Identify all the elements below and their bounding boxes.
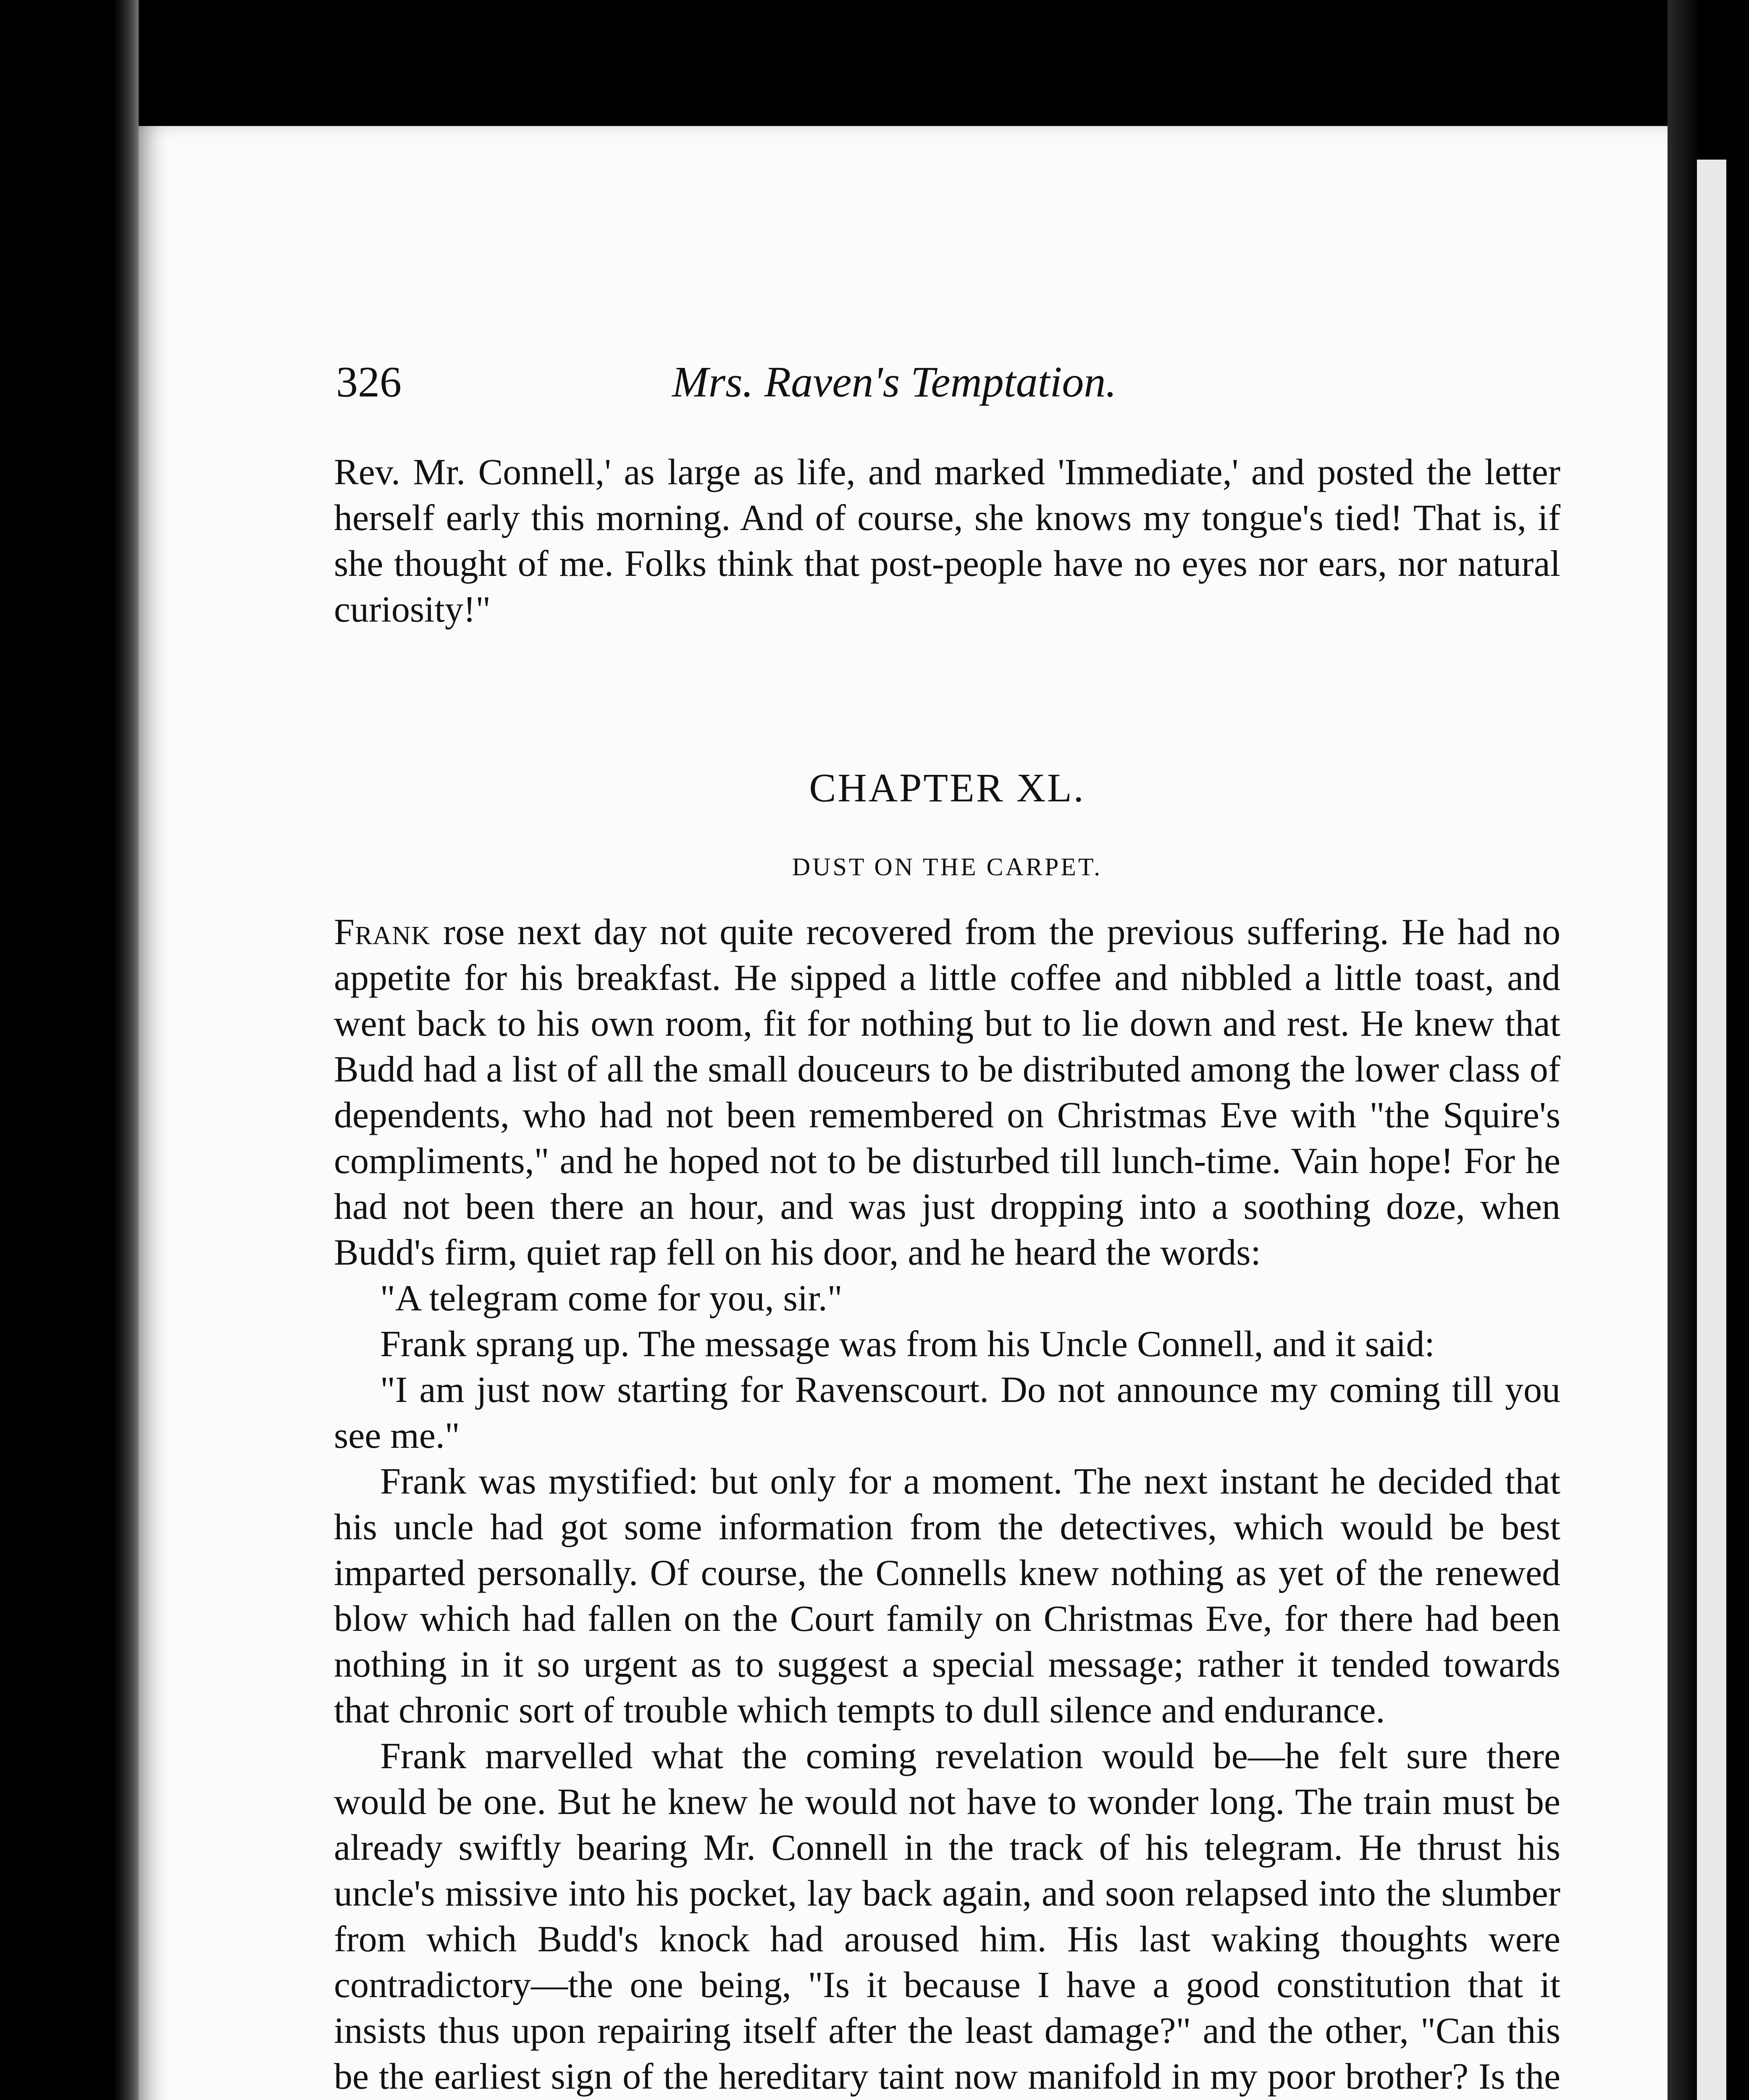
opening-text xyxy=(334,449,1560,633)
chapter-title: CHAPTER XL. xyxy=(809,765,1085,810)
book-spine-left xyxy=(0,0,139,2100)
paragraph-frank-sprang: Frank sprang up. The message was from his Uncle Connell, and it said: xyxy=(380,1324,1435,1365)
opening-paragraph: Rev. Mr. Connell,' as large as life, and marked 'Immediate,' and posted the letter herself early this morning. And of course, she knows my tongue's tied! That is, if she thought of me. Folks think that post-people have no eyes nor ears, nor natural curiosity!" xyxy=(334,452,1560,630)
page-header xyxy=(336,357,1554,412)
running-title: Mrs. Raven's Temptation. xyxy=(672,358,1117,406)
facing-page-edge xyxy=(1697,160,1726,2100)
paragraph-message: "I am just now starting for Ravenscourt. Do not announce my coming till you see me." xyxy=(334,1370,1560,1456)
chapter-subtitle: DUST ON THE CARPET. xyxy=(792,853,1103,881)
paragraph-marvelled: Frank marvelled what the coming revelation would be—he felt sure there would be one. But he knew he would not have to wonder long. The train must be already swiftly bearing Mr. Connell in the track of his telegram. He thrust his uncle's missive into his pocket, lay back again, and soon relapsed into the slumber from which Budd's knock had aroused him. His last waking thoughts were contradictory—the one being, "Is it because I have a good constitution that it insists thus upon repairing itself after the least damage?" and the other, "Can this be the earliest sign of the hereditary taint now manifold in my poor brother? Is the xyxy=(334,1736,1560,2097)
chapter-first-paragraph xyxy=(334,909,1560,1276)
page-number: 326 xyxy=(336,358,402,406)
first-paragraph-text: rose next day not quite recovered from the previous suffering. He had no appetite for his breakfast. He sipped a little coffee and nibbled a little toast, and went back to his own room, fit for nothing but to lie down and rest. He knew that Budd had a list of all the small douceurs to be distributed among the lower class of dependents, who had not been remembered on Christmas Eve with "the Squire's compliments," and he hoped not to be disturbed till lunch-time. Vain hope! For he had not been there an hour, and was just dropping into a soothing doze, when Budd's firm, quiet rap fell on his door, and he heard the words: xyxy=(334,912,1560,1273)
chapter-body xyxy=(334,909,1560,2100)
lead-word: Frank xyxy=(334,912,431,953)
paragraph-telegram: "A telegram come for you, sir." xyxy=(380,1278,843,1319)
paragraph-mystified: Frank was mystified: but only for a moment. The next instant he decided that his uncle had got some information from the detectives, which would be best imparted personally. Of course, the Connells knew nothing as yet of the renewed blow which had fallen on the Court family on Christmas Eve, for there had been nothing in it so urgent as to suggest a special message; rather it tended towards that chronic sort of trouble which tempts to dull silence and endurance. xyxy=(334,1461,1560,1731)
